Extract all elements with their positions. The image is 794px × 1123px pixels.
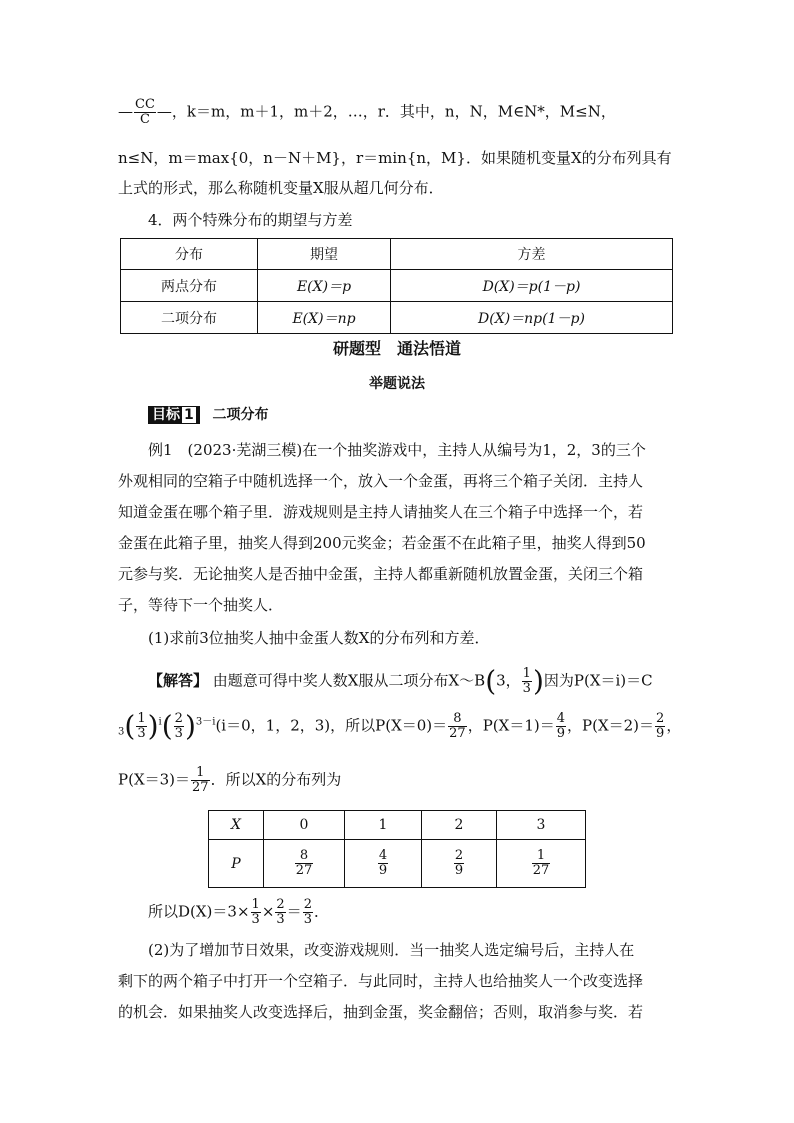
table-header: 期望 <box>258 239 391 270</box>
section-subtitle: 举题说法 <box>369 376 425 392</box>
example-line: 子，等待下一个抽奖人． <box>118 596 284 614</box>
table-header: X <box>209 811 264 840</box>
table-row <box>121 302 673 334</box>
table-cell: E(X)＝p <box>258 270 391 302</box>
distribution-table <box>208 810 586 888</box>
table-header-row <box>121 239 673 270</box>
section-title: 研题型 通法悟道 <box>332 339 461 358</box>
hypergeometric-formula-line: — $\frac{CC}{C}$ —，k＝m，m＋1，m＋2，…，r．其中，n，N，M∈N*，M≤N， <box>118 97 616 127</box>
table-cell: $\frac{4}{9}$ <box>345 840 422 888</box>
table-cell: $\frac{2}{9}$ <box>422 840 497 888</box>
example-line: 元参与奖．无论抽奖人是否抽中金蛋，主持人都重新随机放置金蛋，关闭三个箱 <box>118 565 644 583</box>
table-row <box>209 811 586 840</box>
table-cell: 二项分布 <box>121 302 258 334</box>
table-cell: 2 <box>422 811 497 840</box>
table-cell: $\frac{8}{27}$ <box>264 840 345 888</box>
table-cell: $\frac{1}{27}$ <box>497 840 586 888</box>
table-cell: D(X)＝np(1－p) <box>391 302 673 334</box>
part2-line: (2)为了增加节日效果，改变游戏规则．当一抽奖人选定编号后，主持人在 <box>148 941 635 959</box>
table-cell: 3 <box>497 811 586 840</box>
table-header: 方差 <box>391 239 673 270</box>
item-4-heading: 4．两个特殊分布的期望与方差 <box>148 211 353 229</box>
formula-fraction: $\frac{CC}{C}$ <box>135 97 155 127</box>
question-1: (1)求前3位抽奖人抽中金蛋人数X的分布列和方差． <box>148 629 490 647</box>
example-line: 外观相同的空箱子中随机选择一个，放入一个金蛋，再将三个箱子关闭．主持人 <box>118 472 644 490</box>
table-cell: 0 <box>264 811 345 840</box>
example-line: 知道金蛋在哪个箱子里．游戏规则是主持人请抽奖人在三个箱子中选择一个，若 <box>118 503 644 521</box>
objective-heading <box>148 404 269 425</box>
expectation-variance-table <box>120 238 673 334</box>
table-cell: E(X)＝np <box>258 302 391 334</box>
answer-line-2: $_3$( $\frac{1}{3}$ )$^i$( $\frac{2}{3}$ )$^{3-i}$(i＝0，1，2，3)，所以P(X＝0)＝ $\frac{8}{27}$ ，P(X＝1)＝ $\frac{4}{9}$ ，P(X＝2)＝ $\frac{2}{9}$ ， <box>118 709 682 743</box>
part2-line: 的机会．如果抽奖人改变选择后，抽到金蛋，奖金翻倍；否则，取消参与奖．若 <box>118 1003 644 1021</box>
table-header: 分布 <box>121 239 258 270</box>
hypergeometric-text-line-2: n≤N，m＝max{0，n－N＋M}，r＝min{n，M}．如果随机变量X的分布列具有 <box>118 149 672 167</box>
variance-line: 所以D(X)＝3× $\frac{1}{3}$ × $\frac{2}{3}$ ＝ $\frac{2}{3}$ ． <box>148 897 329 927</box>
table-cell: D(X)＝p(1－p) <box>391 270 673 302</box>
answer-line-1: 【解答】 由题意可得中奖人数X服从二项分布X～B(3， $\frac{1}{3}$ )因为P(X＝i)＝C <box>148 664 653 698</box>
table-header: P <box>209 840 264 888</box>
table-row <box>121 270 673 302</box>
part2-line: 剩下的两个箱子中打开一个空箱子．与此同时，主持人也给抽奖人一个改变选择 <box>118 972 644 990</box>
example-line: 例1 (2023·芜湖三模)在一个抽奖游戏中，主持人从编号为1，2，3的三个 <box>148 441 646 459</box>
table-cell: 1 <box>345 811 422 840</box>
answer-tag: 【解答】 <box>148 671 209 690</box>
table-row <box>209 840 586 888</box>
objective-title: 二项分布 <box>212 407 269 423</box>
hypergeometric-text-line-3: 上式的形式，那么称随机变量X服从超几何分布． <box>118 179 444 197</box>
table-cell: 两点分布 <box>121 270 258 302</box>
answer-line-3: P(X＝3)＝ $\frac{1}{27}$ ．所以X的分布列为 <box>118 765 342 795</box>
example-line: 金蛋在此箱子里，抽奖人得到200元奖金；若金蛋不在此箱子里，抽奖人得到50 <box>118 534 646 552</box>
objective-badge: 目标 1 <box>148 406 200 424</box>
